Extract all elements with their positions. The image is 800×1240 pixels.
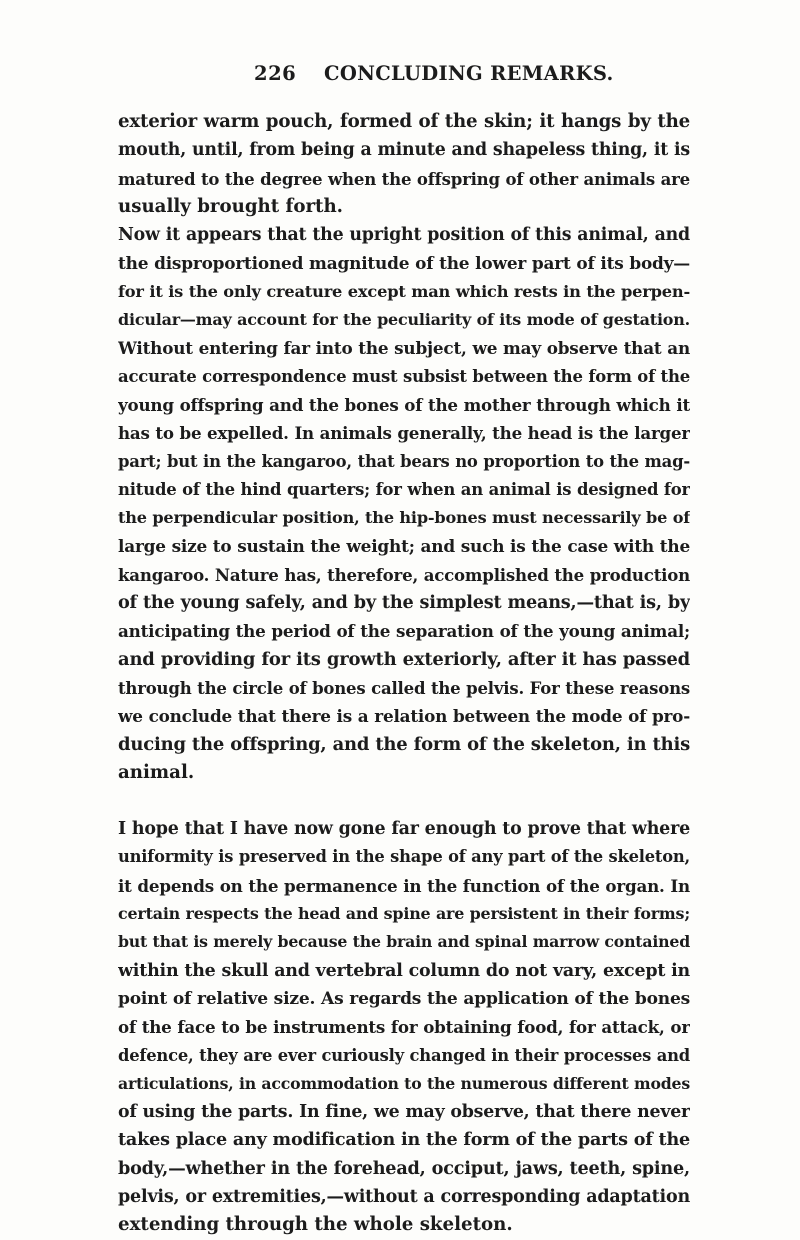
- text-line: of using the parts. In fine, we may observe, that there never: [118, 1102, 690, 1123]
- text-line: large size to sustain the weight; and such is the case with the: [118, 536, 690, 557]
- text-line: the disproportioned magnitude of the lower part of its body—: [118, 253, 690, 274]
- paragraph: [118, 108, 690, 221]
- text-line: mouth, until, from being a minute and shapeless thing, it is: [118, 140, 690, 161]
- text-line: of the face to be instruments for obtaining food, for attack, or: [118, 1017, 690, 1038]
- text-line: the perpendicular position, the hip-bones must necessarily be of: [118, 508, 690, 528]
- text-line: dicular—may account for the peculiarity of its mode of gestation.: [118, 310, 690, 330]
- text-line: matured to the degree when the offspring of other animals are: [118, 168, 690, 189]
- paragraph: [118, 221, 690, 787]
- text-line: Now it appears that the upright position of this animal, and: [118, 225, 690, 246]
- text-line: usually brought forth.: [118, 195, 344, 217]
- paragraph: [118, 815, 690, 1239]
- text-line: anticipating the period of the separation of the young animal;: [118, 621, 690, 642]
- running-head: [0, 62, 800, 92]
- text-line: within the skull and vertebral column do not vary, except in: [118, 960, 690, 981]
- text-line: nitude of the hind quarters; for when an animal is designed for: [118, 479, 690, 499]
- text-line: body,—whether in the forehead, occiput, jaws, teeth, spine,: [118, 1157, 690, 1179]
- paragraph-gap: [118, 787, 690, 815]
- text-line: kangaroo. Nature has, therefore, accomplished the production: [118, 564, 690, 585]
- text-line: extending through the whole skeleton.: [118, 1214, 513, 1236]
- text-line: part; but in the kangaroo, that bears no proportion to the mag-: [118, 451, 690, 471]
- text-line: I hope that I have now gone far enough to prove that where: [118, 819, 690, 840]
- text-line: animal.: [118, 761, 195, 783]
- text-line: takes place any modification in the form of the parts of the: [118, 1129, 690, 1151]
- text-line: articulations, in accommodation to the numerous different modes: [118, 1073, 690, 1093]
- text-line: pelvis, or extremities,—without a corresponding adaptation: [118, 1186, 690, 1207]
- text-line: through the circle of bones called the pelvis. For these reasons: [118, 677, 690, 698]
- text-line: we conclude that there is a relation between the mode of pro-: [118, 706, 690, 727]
- text-line: accurate correspondence must subsist between the form of the: [118, 366, 690, 386]
- text-line: but that is merely because the brain and spinal marrow contained: [118, 932, 690, 952]
- text-line: Without entering far into the subject, we may observe that an: [118, 338, 690, 359]
- text-line: certain respects the head and spine are persistent in their forms;: [118, 904, 690, 924]
- text-line: point of relative size. As regards the application of the bones: [118, 988, 690, 1009]
- text-line: it depends on the permanence in the function of the organ. In: [118, 875, 690, 896]
- body-text: [118, 108, 690, 1240]
- text-line: young offspring and the bones of the mother through which it: [118, 394, 690, 415]
- page-number: 226: [254, 62, 297, 85]
- text-line: ducing the offspring, and the form of the skeleton, in this: [118, 733, 690, 755]
- text-line: exterior warm pouch, formed of the skin; it hangs by the: [118, 111, 690, 132]
- text-line: uniformity is preserved in the shape of any part of the skeleton,: [118, 847, 690, 867]
- text-line: of the young safely, and by the simplest means,—that is, by: [118, 592, 690, 614]
- section-title: CONCLUDING REMARKS.: [324, 62, 614, 85]
- text-line: defence, they are ever curiously changed in their processes and: [118, 1045, 690, 1065]
- text-line: and providing for its growth exteriorly, after it has passed: [118, 648, 690, 670]
- text-line: for it is the only creature except man which rests in the perpen-: [118, 281, 690, 301]
- text-line: has to be expelled. In animals generally, the head is the larger: [118, 423, 690, 444]
